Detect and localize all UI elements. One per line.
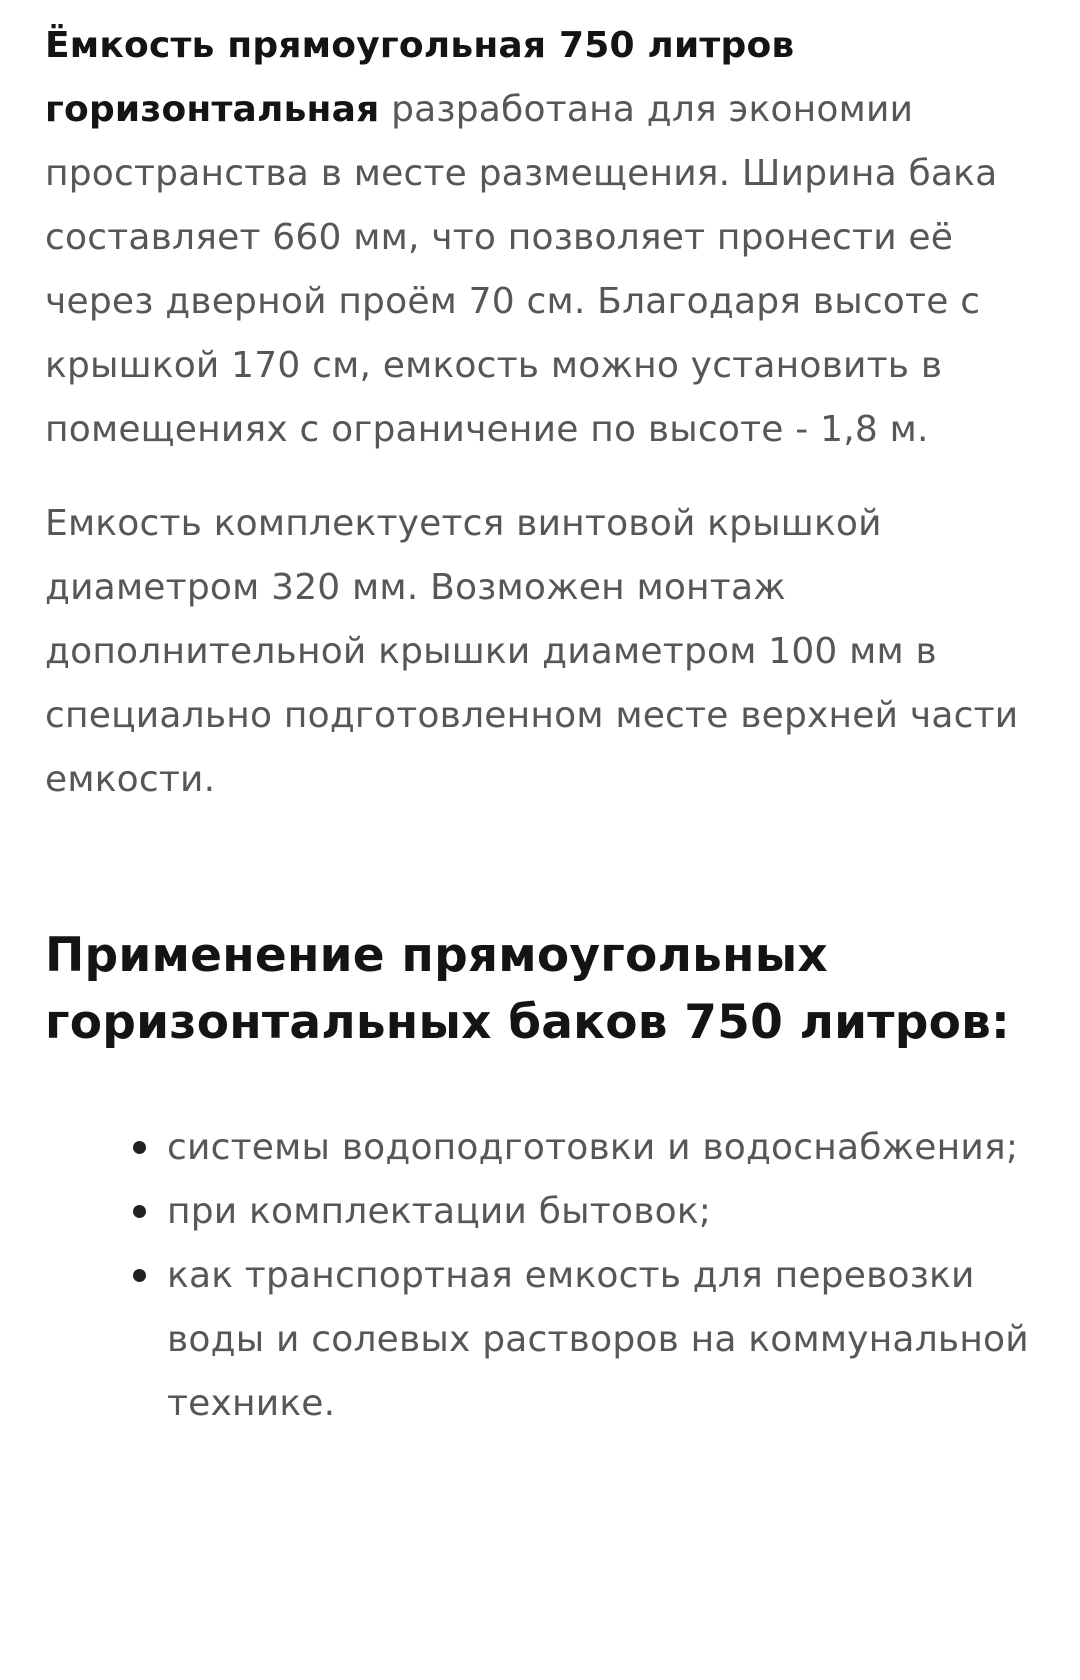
usage-item-text: системы водоподготовки и водоснабжения; — [167, 1127, 1019, 1168]
usage-list — [45, 1116, 1036, 1436]
usage-item-text: при комплектации бытовок; — [167, 1191, 712, 1232]
lid-paragraph: Емкость комплектуется винтовой крышкой диаметром 320 мм. Возможен монтаж дополнительной крышки диаметром 100 мм в специально подготовленном месте верхней части емкости. — [45, 503, 1019, 800]
usage-item-text: как транспортная емкость для перевозки воды и солевых растворов на коммунальной технике. — [167, 1255, 1029, 1424]
bullet-icon — [133, 1141, 146, 1154]
intro-paragraph — [45, 14, 1036, 462]
usage-list-item — [167, 1180, 1036, 1244]
intro-bold-lead: Ёмкость прямоугольная 750 литров горизонтальная — [45, 25, 795, 130]
bullet-icon — [133, 1269, 146, 1282]
usage-list-item — [167, 1244, 1036, 1436]
usage-heading: Применение прямоугольных горизонтальных баков 750 литров: — [45, 928, 1011, 1050]
bullet-icon — [133, 1205, 146, 1218]
usage-list-item — [167, 1116, 1036, 1180]
intro-text: разработана для экономии пространства в месте размещения. Ширина бака составляет 660 мм, что позволяет пронести её через дверной проём 70 см. Благодаря высоте с крышкой 170 см, емкость можно установить в помещениях с ограничение по высоте - 1,8 м. — [45, 89, 998, 450]
